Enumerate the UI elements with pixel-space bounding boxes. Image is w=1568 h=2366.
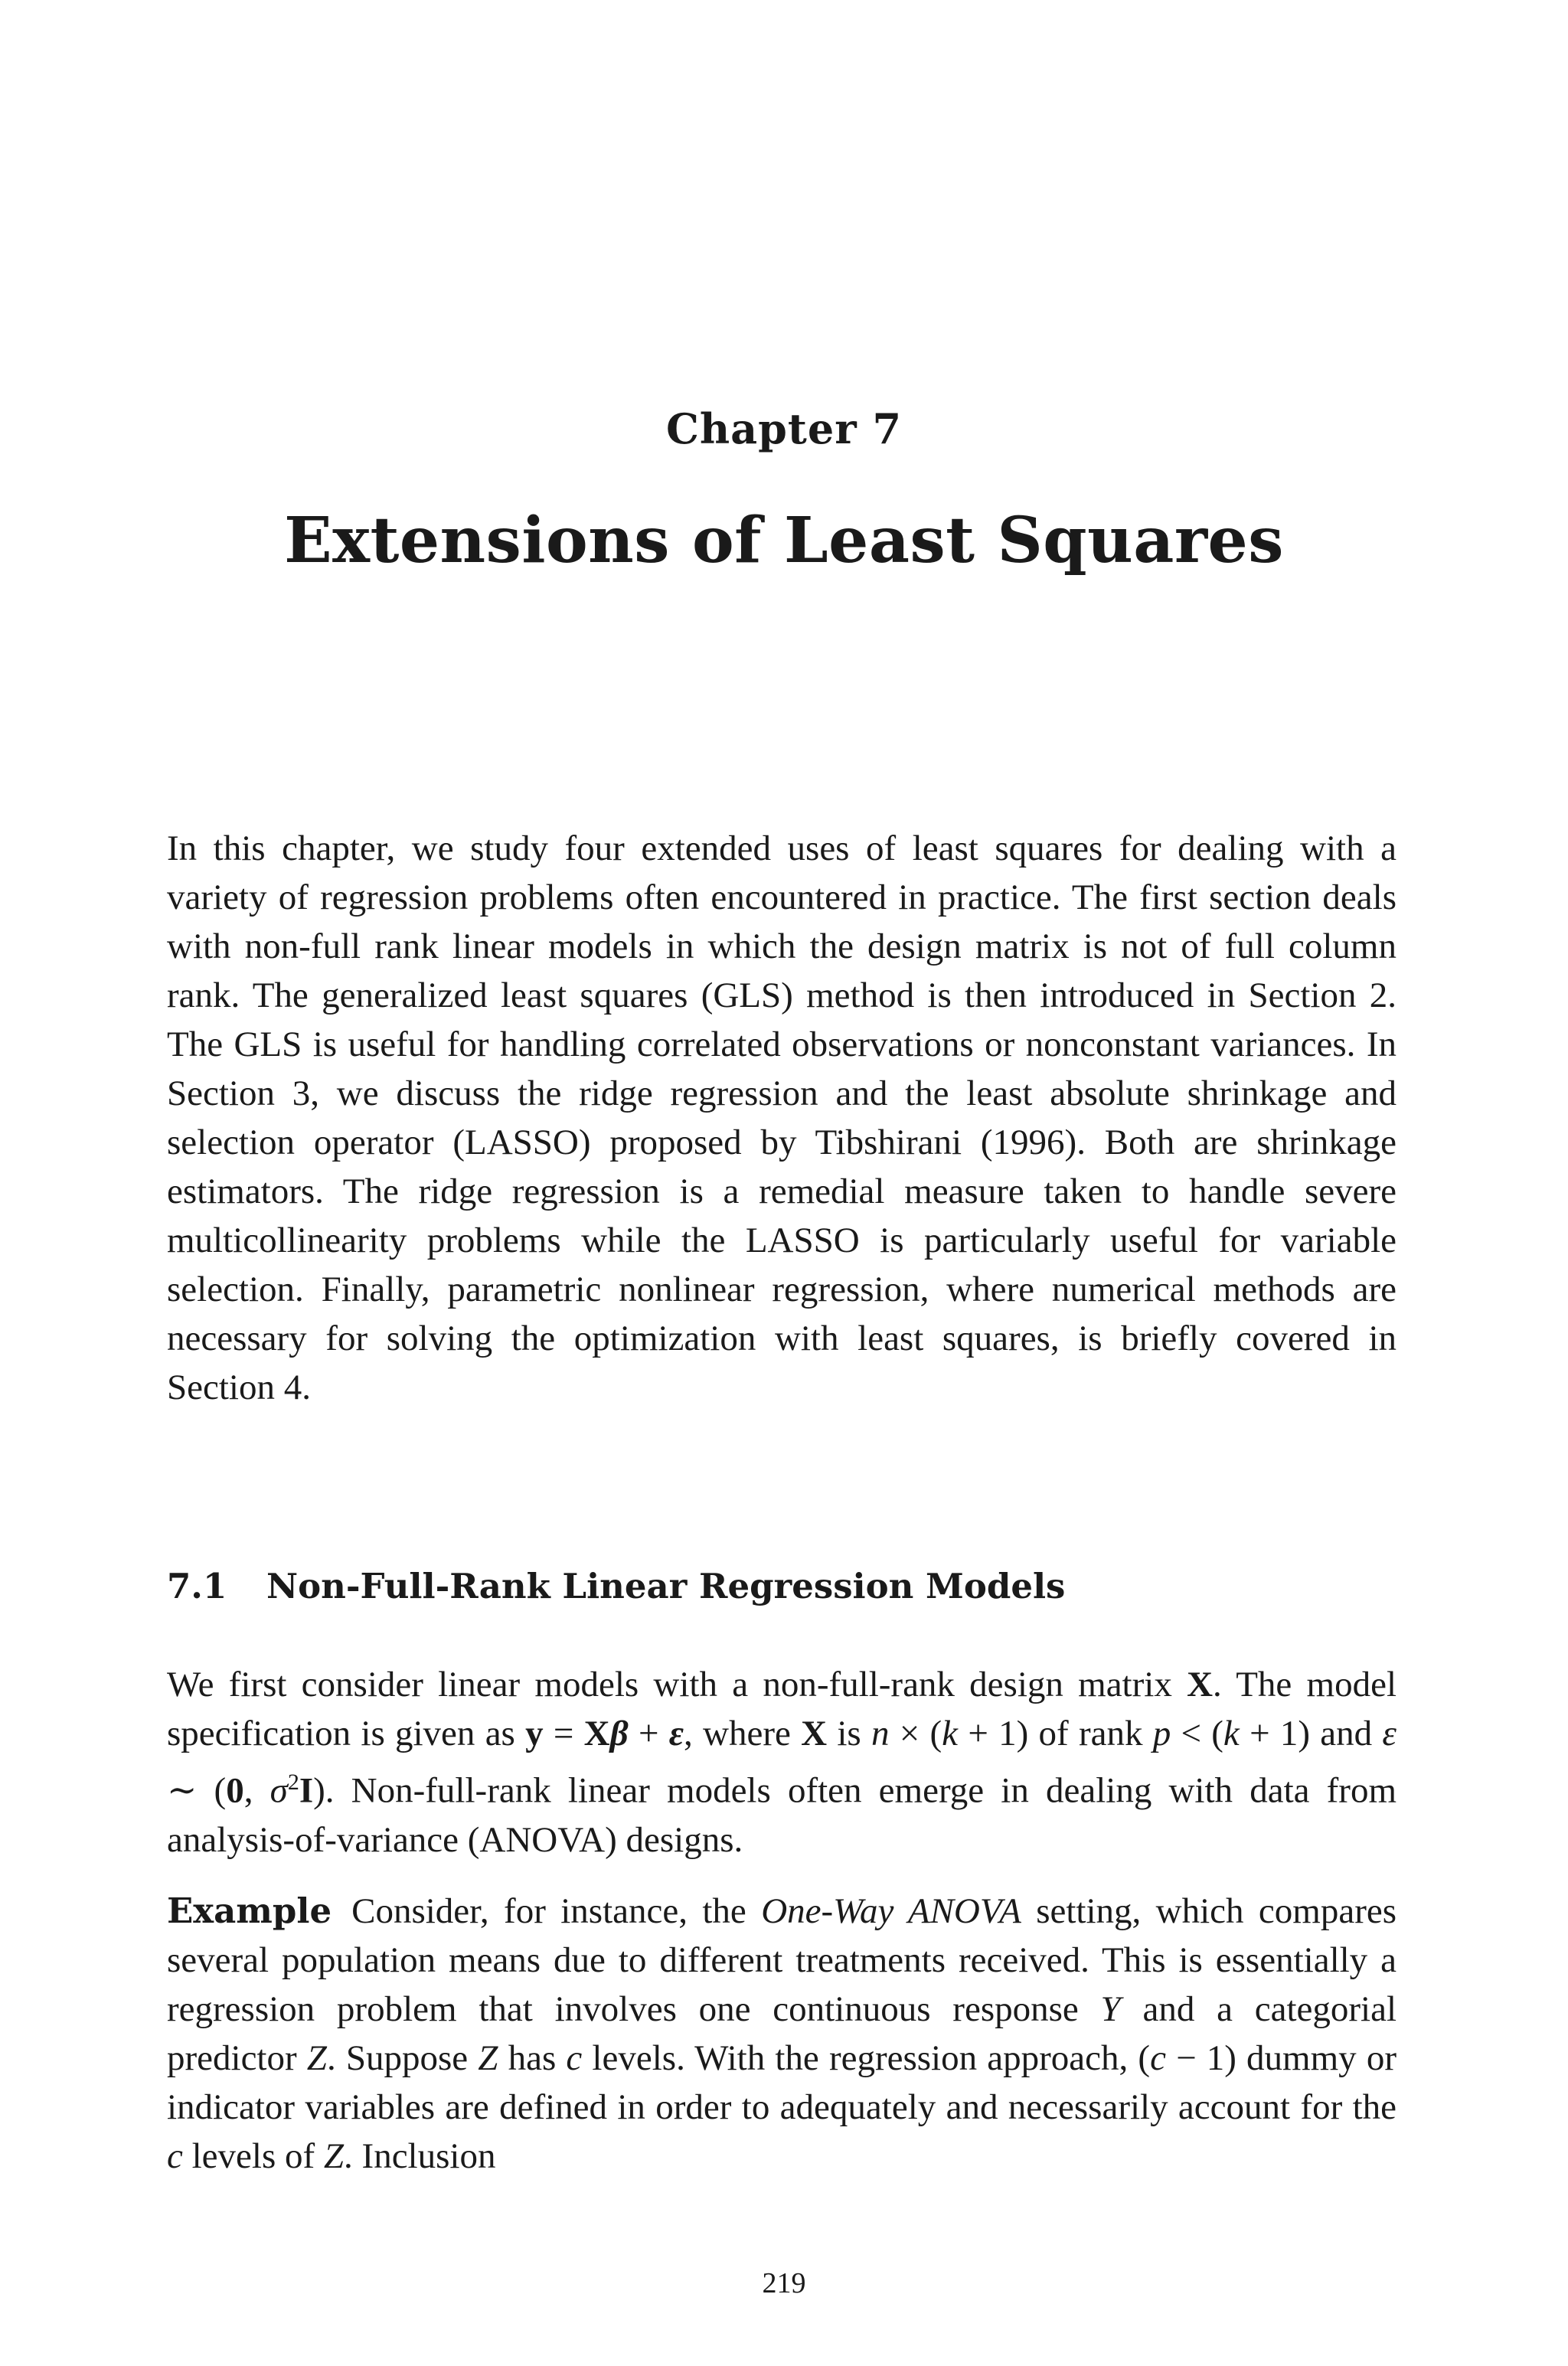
- math-operator: + 1): [958, 1714, 1029, 1753]
- math-symbol: 0: [226, 1770, 244, 1811]
- text-run: . Suppose: [326, 2038, 479, 2078]
- math-symbol: ε: [668, 1714, 684, 1753]
- text-run: and: [1310, 1714, 1383, 1753]
- math-operator: ,: [243, 1770, 270, 1811]
- section-title: Non-Full-Rank Linear Regression Models: [266, 1566, 1066, 1606]
- text-run: . Non-full-rank linear models often emerge in dealing with data from analysis-of-variance (ANOVA) designs.: [167, 1770, 1397, 1860]
- text-run: is: [827, 1714, 871, 1753]
- math-symbol: I: [299, 1770, 314, 1811]
- text-run: dummy or indicator variables are defined in order to adequately and necessarily account for the: [167, 2038, 1396, 2127]
- math-symbol: X: [583, 1714, 610, 1753]
- text-run: We first consider linear models with a non-full-rank design matrix: [167, 1665, 1187, 1704]
- text-run: . The model specification is given as: [167, 1665, 1397, 1753]
- section-heading: [167, 1562, 1396, 1611]
- chapter-label: Chapter 7: [665, 404, 903, 453]
- math-symbol: X: [801, 1714, 828, 1753]
- math-symbol: c: [566, 2038, 583, 2078]
- math-symbol: Y: [1100, 1989, 1121, 2029]
- math-symbol: Z: [323, 2136, 345, 2176]
- intro-paragraph: [167, 824, 1396, 1412]
- math-operator: ∼ (: [167, 1770, 227, 1811]
- text-run: of rank: [1028, 1714, 1153, 1753]
- math-operator: × (: [889, 1714, 942, 1753]
- chapter-title: Extensions of Least Squares: [284, 504, 1284, 577]
- text-run: setting, which compares several population means due to different treatments received. This is essentially a regression problem that involves one continuous response: [167, 1891, 1396, 2029]
- intro-text: In this chapter, we study four extended uses of least squares for dealing with a variety of regression problems often encountered in practice. The first section deals with non-full rank linear models in which the design matrix is not of full column rank. The generalized least squares (GLS) method is then introduced in Section 2. The GLS is useful for handling correlated observations or nonconstant variances. In Section 3, we discuss the ridge regression and the least absolute shrinkage and selection operator (LASSO) proposed by Tibshirani (1996). Both are shrinkage estimators. The ridge regression is a remedial measure taken to handle severe multicollinearity problems while the LASSO is particularly useful for variable selection. Finally, parametric nonlinear regression, where numerical methods are necessary for solving the optimization with least squares, is briefly covered in Section 4.: [167, 828, 1396, 1407]
- math-operator: + 1): [1239, 1714, 1310, 1753]
- math-symbol: β: [609, 1714, 629, 1753]
- text-run: has: [498, 2038, 567, 2078]
- text-run: , where: [684, 1714, 802, 1753]
- math-symbol: Z: [306, 2038, 327, 2078]
- paragraph-example: [167, 1887, 1396, 2181]
- math-symbol: y: [525, 1714, 544, 1753]
- math-operator: ): [313, 1770, 325, 1811]
- math-symbol: σ: [270, 1770, 288, 1811]
- math-operator: =: [543, 1714, 584, 1753]
- text-run: levels of: [182, 2136, 324, 2176]
- math-symbol: Z: [478, 2038, 498, 2078]
- paragraph-model-spec: [167, 1660, 1396, 1864]
- paragraph-text: [167, 1887, 1396, 2181]
- math-symbol: p: [1152, 1714, 1171, 1753]
- math-symbol: c: [167, 2136, 183, 2176]
- text-run: . Inclusion: [344, 2136, 496, 2176]
- section-number: 7.1: [167, 1566, 227, 1606]
- text-run: and a categorial predictor: [167, 1989, 1396, 2078]
- math-symbol: k: [1223, 1714, 1240, 1753]
- math-symbol: n: [871, 1714, 890, 1753]
- paragraph-text: [167, 1660, 1396, 1864]
- math-superscript: 2: [287, 1770, 299, 1795]
- math-operator: < (: [1171, 1714, 1223, 1753]
- emphasis-text: One-Way ANOVA: [761, 1891, 1021, 1931]
- text-run: levels. With the regression approach, (: [582, 2038, 1151, 2078]
- example-label: Example: [167, 1891, 332, 1931]
- math-symbol: ε: [1382, 1714, 1396, 1753]
- math-operator: +: [628, 1714, 669, 1753]
- page-number: 219: [762, 2267, 806, 2299]
- math-symbol: k: [942, 1714, 959, 1753]
- math-symbol: X: [1187, 1665, 1214, 1704]
- math-symbol: c: [1150, 2038, 1166, 2078]
- math-operator: − 1): [1165, 2038, 1236, 2078]
- text-run: Consider, for instance, the: [351, 1891, 762, 1931]
